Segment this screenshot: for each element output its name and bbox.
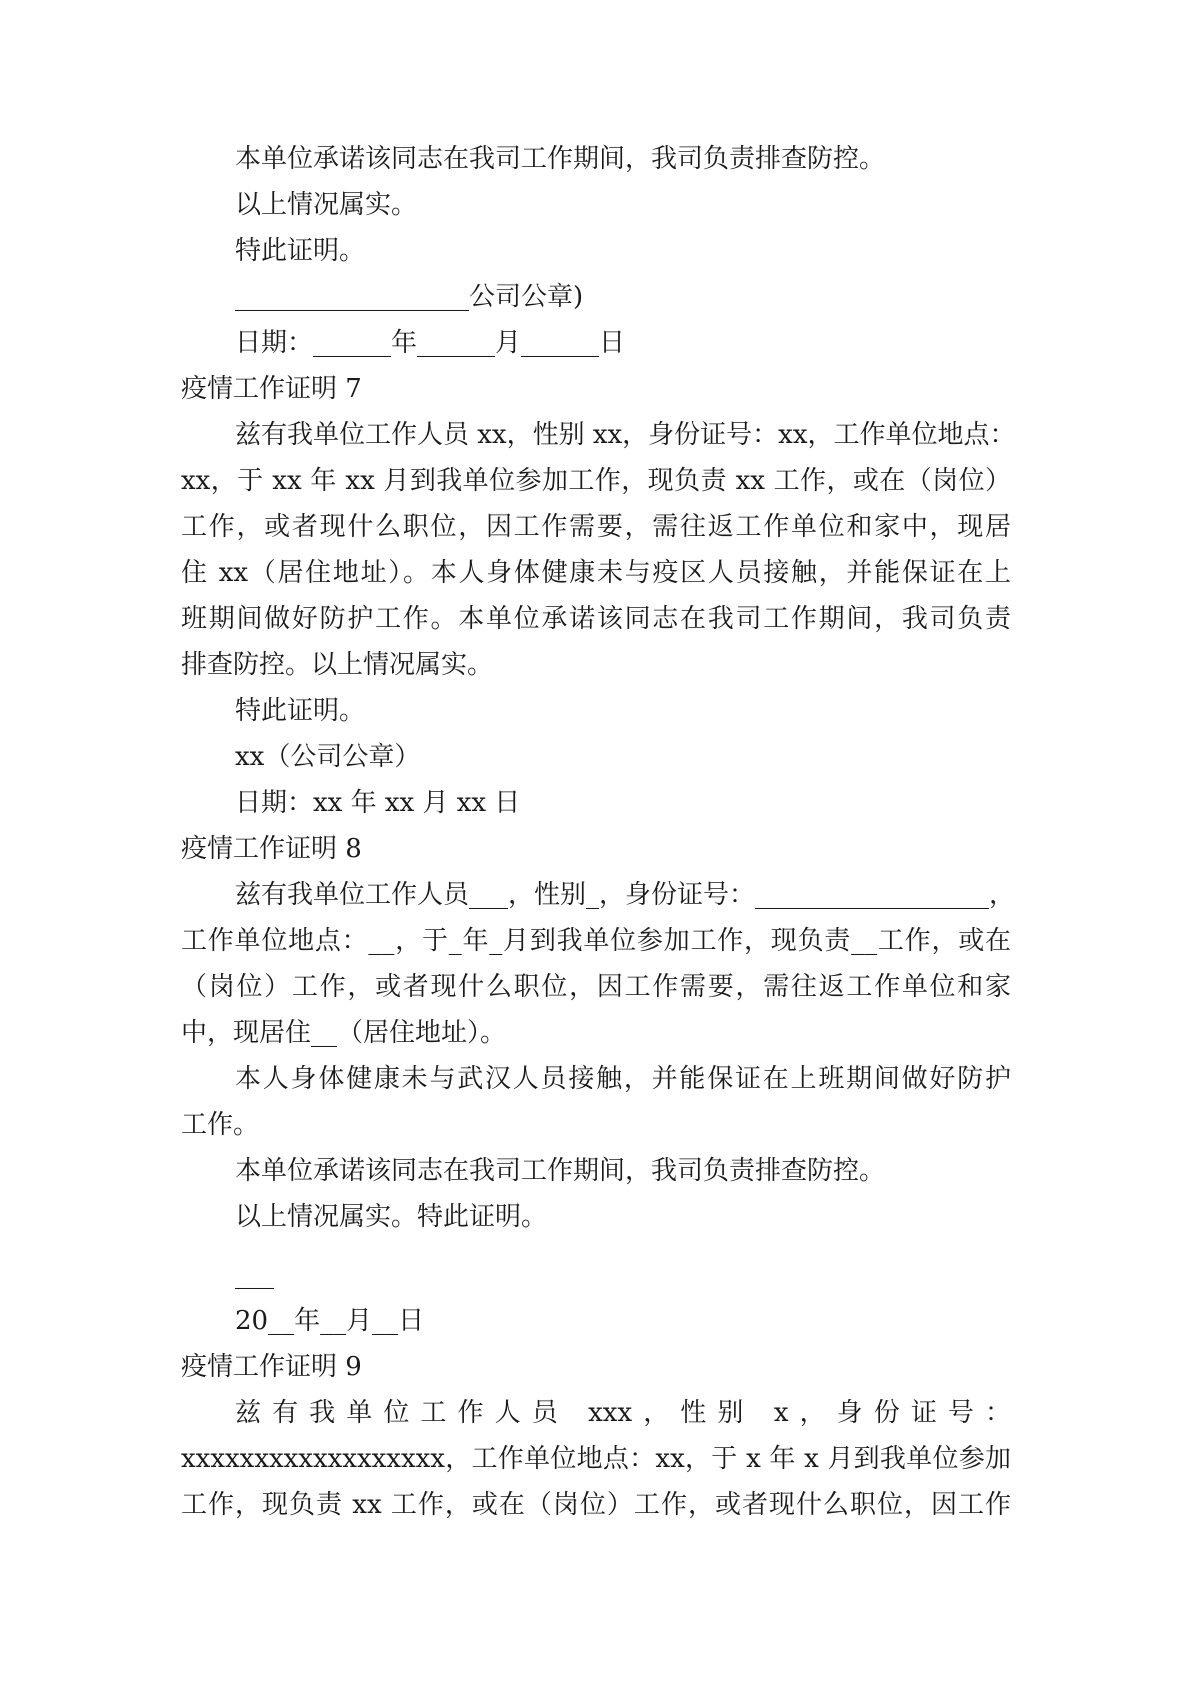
paragraph-line: 本人身体健康未与武汉人员接触，并能保证在上班期间做好防护 bbox=[235, 1064, 1011, 1094]
paragraph-line: 特此证明。 bbox=[235, 236, 366, 266]
paragraph-line: 兹有我单位工作人员 xxx，性别 x，身份证号： bbox=[235, 1398, 1011, 1428]
paragraph-line: 工作单位地点：__，于_年_月到我单位参加工作，现负责__工作，或在 bbox=[181, 926, 1011, 956]
paragraph-line: 工作，或者现什么职位，因工作需要，需往返工作单位和家中，现居 bbox=[181, 512, 1011, 542]
paragraph-line: xxxxxxxxxxxxxxxxxx，工作单位地点：xx，于 x 年 x 月到我单位参加 bbox=[181, 1444, 1011, 1474]
signature-blank: ___ bbox=[235, 1260, 274, 1290]
paragraph-line: （岗位）工作，或者现什么职位，因工作需要，需往返工作单位和家 bbox=[181, 972, 1011, 1002]
paragraph-line: 特此证明。 bbox=[235, 696, 366, 726]
paragraph-line: 本单位承诺该同志在我司工作期间，我司负责排查防控。 bbox=[235, 144, 886, 174]
paragraph-line: xx，于 xx 年 xx 月到我单位参加工作，现负责 xx 工作，或在（岗位） bbox=[181, 466, 1011, 496]
date-line: 日期：______年______月______日 bbox=[235, 328, 626, 358]
paragraph-line: 本单位承诺该同志在我司工作期间，我司负责排查防控。 bbox=[235, 1156, 886, 1186]
paragraph-line: 兹有我单位工作人员___，性别_，身份证号：__________________， bbox=[235, 880, 1016, 910]
company-seal-line: xx（公司公章） bbox=[235, 742, 421, 772]
paragraph-line: 以上情况属实。 bbox=[235, 190, 418, 220]
paragraph-line: 中，现居住__（居住地址）。 bbox=[181, 1018, 507, 1048]
paragraph-line: 工作。 bbox=[181, 1110, 260, 1140]
paragraph-line: 班期间做好防护工作。本单位承诺该同志在我司工作期间，我司负责 bbox=[181, 604, 1011, 634]
date-line: 日期：xx 年 xx 月 xx 日 bbox=[235, 788, 521, 818]
section-heading-9: 疫情工作证明 9 bbox=[181, 1352, 362, 1382]
company-seal-line: __________________公司公章) bbox=[235, 282, 584, 312]
paragraph-line: 工作，现负责 xx 工作，或在（岗位）工作，或者现什么职位，因工作 bbox=[181, 1490, 1011, 1520]
section-heading-8: 疫情工作证明 8 bbox=[181, 834, 362, 864]
paragraph-line: 住 xx（居住地址）。本人身体健康未与疫区人员接触，并能保证在上 bbox=[181, 558, 1011, 588]
date-line: 20__年__月__日 bbox=[235, 1306, 425, 1336]
paragraph-line: 以上情况属实。特此证明。 bbox=[235, 1202, 548, 1232]
paragraph-line: 兹有我单位工作人员 xx，性别 xx，身份证号：xx，工作单位地点： bbox=[235, 420, 1016, 450]
paragraph-line: 排查防控。以上情况属实。 bbox=[181, 650, 494, 680]
section-heading-7: 疫情工作证明 7 bbox=[181, 374, 362, 404]
